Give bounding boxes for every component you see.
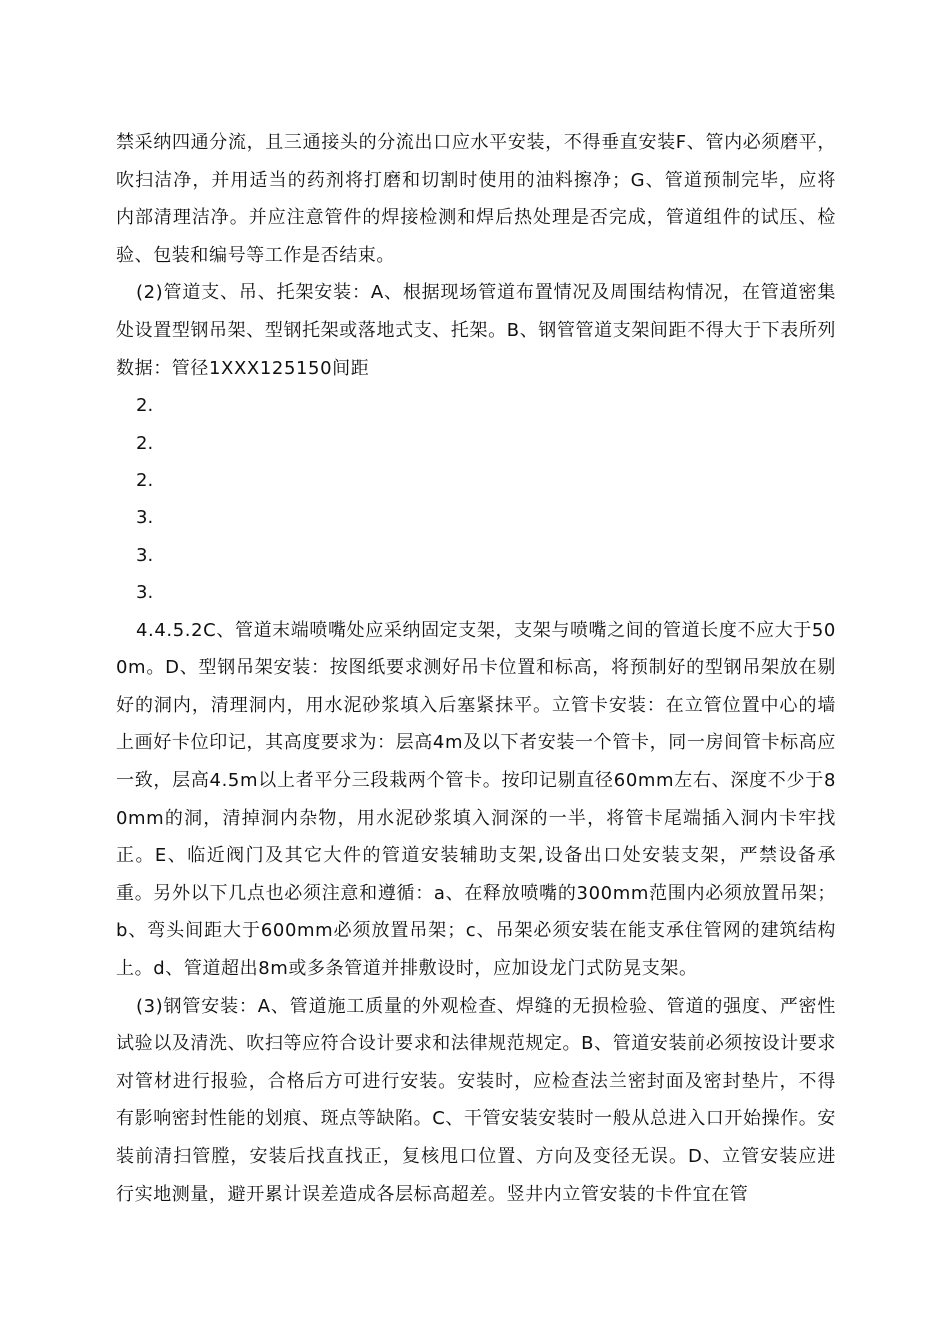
paragraph-continuation: 禁采纳四通分流，且三通接头的分流出口应水平安装，不得垂直安装F、管内必须磨平，吹扫洁净，并用适当的药剂将打磨和切割时使用的油料擦净；G、管道预制完毕，应将内部清理洁净。并应注意管件的焊接检测和焊后热处理是否完成，管道组件的试压、检验、包装和编号等工作是否结束。: [116, 132, 836, 266]
list-number: 3.: [136, 544, 154, 566]
list-number: 3.: [136, 582, 154, 604]
list-number: 2.: [136, 469, 154, 491]
list-number: 2.: [136, 432, 154, 454]
paragraph-fixed-support: 4.4.5.2C、管道末端喷嘴处应采纳固定支架，支架与喷嘴之间的管道长度不应大于500m。D、型钢吊架安装：按图纸要求测好吊卡位置和标高，将预制好的型钢吊架放在剔好的洞内，清理洞内，用水泥砂浆填入后塞紧抹平。立管卡安装：在立管位置中心的墙上画好卡位印记，其高度要求为：层高4m及以下者安装一个管卡，同一房间管卡标高应一致，层高4.5m以上者平分三段栽两个管卡。按印记剔直径60mm左右、深度不少于80mm的洞，清掉洞内杂物，用水泥砂浆填入洞深的一半，将管卡尾端插入洞内卡牢找正。E、临近阀门及其它大件的管道安装辅助支架,设备出口处安装支架，严禁设备承重。另外以下几点也必须注意和遵循：a、在释放喷嘴的300mm范围内必须放置吊架；b、弯头间距大于600mm必须放置吊架；c、吊架必须安装在能支承住管网的建筑结构上。d、管道超出8m或多条管道并排敷设时，应加设龙门式防晃支架。: [116, 619, 836, 979]
list-number: 3.: [136, 507, 154, 529]
paragraph-support-installation: (2)管道支、吊、托架安装：A、根据现场管道布置情况及周围结构情况，在管道密集处设置型钢吊架、型钢托架或落地式支、托架。B、钢管管道支架间距不得大于下表所列数据：管径1XXX125150间距: [116, 282, 836, 379]
document-body: [116, 124, 836, 1213]
paragraph-steel-pipe-installation: (3)钢管安装：A、管道施工质量的外观检查、焊缝的无损检验、管道的强度、严密性试验以及清洗、吹扫等应符合设计要求和法律规范规定。B、管道安装前必须按设计要求对管材进行报验，合格后方可进行安装。安装时，应检查法兰密封面及密封垫片，不得有影响密封性能的划痕、斑点等缺陷。C、干管安装安装时一般从总进入口开始操作。安装前清扫管膛，安装后找直找正，复核甩口位置、方向及变径无误。D、立管安装应进行实地测量，避开累计误差造成各层标高超差。竖井内立管安装的卡件宜在管: [116, 995, 836, 1205]
list-number: 2.: [136, 395, 154, 417]
